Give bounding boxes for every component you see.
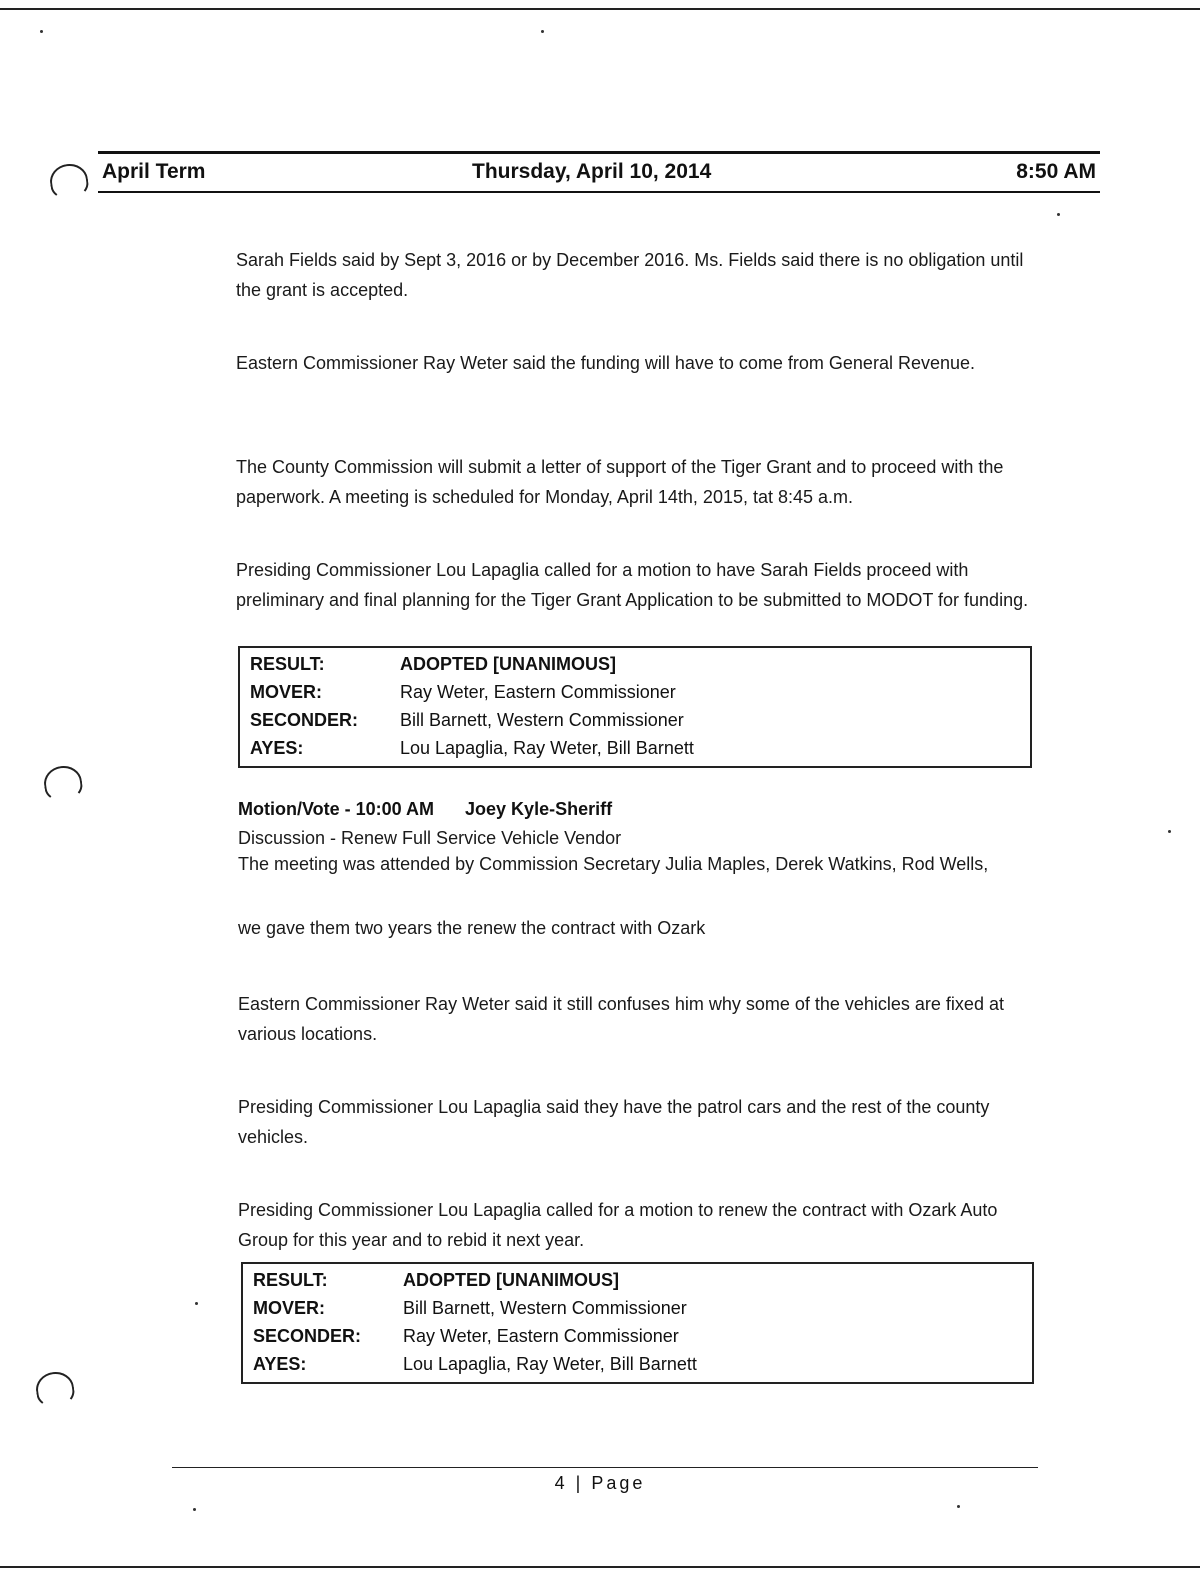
result-label: RESULT: [253,1270,328,1290]
ayes-value: Lou Lapaglia, Ray Weter, Bill Barnett [400,738,694,758]
seconder-label: SECONDER: [250,710,359,730]
vote-result-box [238,646,1032,768]
discussion-line: Discussion - Renew Full Service Vehicle Vendor [238,828,622,848]
attendance-paragraph: The meeting was attended by Commission Secretary Julia Maples, Derek Watkins, Rod Wells, [238,854,989,874]
vote-row-mover [243,1294,1032,1322]
scan-speck [193,1508,196,1511]
scan-speck [957,1505,960,1508]
punch-hole-icon [42,764,84,803]
punch-hole-icon [34,1370,76,1409]
scan-speck [40,30,43,33]
seconder-value: Bill Barnett, Western Commissioner [400,710,684,730]
mover-label: MOVER: [250,682,322,702]
punch-hole-icon [48,162,90,201]
paragraph: Presiding Commissioner Lou Lapaglia said they have the patrol cars and the rest of the county vehicles. [238,1097,990,1147]
ayes-label: AYES: [253,1354,307,1374]
result-label: RESULT: [250,654,325,674]
vote-row-result [240,650,1030,678]
paragraph: Sarah Fields said by Sept 3, 2016 or by December 2016. Ms. Fields said there is no obligation until the grant is accepted. [236,250,1024,300]
paragraph: The County Commission will submit a letter of support of the Tiger Grant and to proceed with the paperwork. A meeting is scheduled for Monday, April 14th, 2015, tat 8:45 a.m. [236,457,1004,507]
vote-row-ayes [240,734,1030,762]
vote-row-result [243,1266,1032,1294]
mover-label: MOVER: [253,1298,325,1318]
term-label: April Term [102,160,206,183]
scan-speck [1168,830,1171,833]
mover-value: Bill Barnett, Western Commissioner [403,1298,687,1318]
paragraph: Presiding Commissioner Lou Lapaglia called for a motion to have Sarah Fields proceed with preliminary and final planning for the Tiger Grant Application to be submitted to MODOT for funding. [236,560,1029,610]
ayes-value: Lou Lapaglia, Ray Weter, Bill Barnett [403,1354,697,1374]
agenda-item-presenter: Joey Kyle-Sheriff [465,799,613,819]
paragraph: Eastern Commissioner Ray Weter said the funding will have to come from General Revenue. [236,353,976,373]
footer-rule [172,1467,1038,1468]
mover-value: Ray Weter, Eastern Commissioner [400,682,676,702]
scan-speck [1057,213,1060,216]
header-rule [98,191,1100,193]
vote-row-mover [240,678,1030,706]
meeting-date: Thursday, April 10, 2014 [472,160,712,183]
scan-edge-top [0,8,1200,10]
ayes-label: AYES: [250,738,304,758]
scan-speck [541,30,544,33]
meeting-time: 8:50 AM [1016,160,1096,183]
agenda-item-heading [238,799,612,820]
page-number: 4 | Page [554,1473,646,1493]
paragraph: Eastern Commissioner Ray Weter said it still confuses him why some of the vehicles are fixed at various locations. [238,994,1004,1044]
seconder-value: Ray Weter, Eastern Commissioner [403,1326,679,1346]
paragraph: we gave them two years the renew the contract with Ozark [238,918,706,938]
result-value: ADOPTED [UNANIMOUS] [403,1270,619,1290]
scan-speck [195,1302,198,1305]
agenda-item-time: Motion/Vote - 10:00 AM [238,799,435,819]
paragraph: Presiding Commissioner Lou Lapaglia called for a motion to renew the contract with Ozark Auto Group for this year and to rebid it next year. [238,1200,998,1250]
scan-edge-bottom [0,1566,1200,1568]
vote-row-ayes [243,1350,1032,1378]
header-rule [98,151,1100,154]
vote-row-seconder [243,1322,1032,1350]
result-value: ADOPTED [UNANIMOUS] [400,654,616,674]
seconder-label: SECONDER: [253,1326,362,1346]
vote-result-box [241,1262,1034,1384]
vote-row-seconder [240,706,1030,734]
